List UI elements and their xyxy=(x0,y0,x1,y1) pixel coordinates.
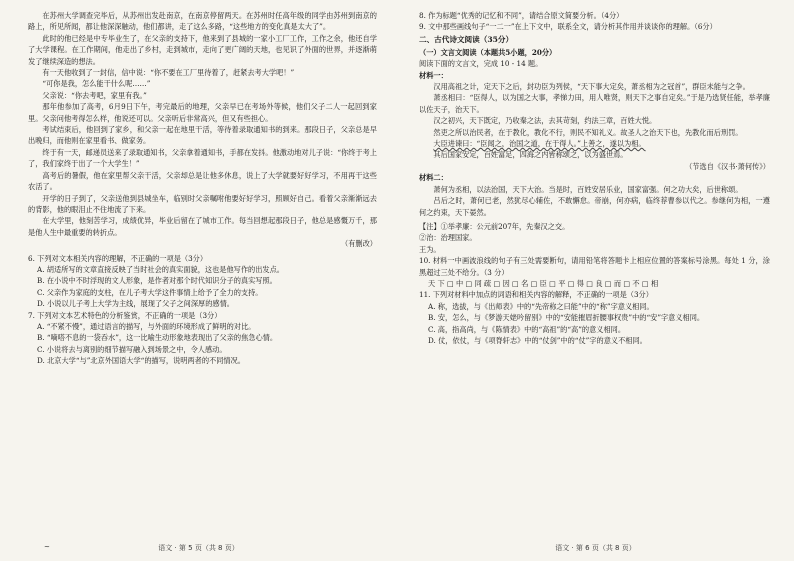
paragraph: 在大学里，他刻苦学习，成绩优异，毕业后留在了城市工作。每当回想起那段日子，他总是感慨万千，那是他人生中最重要的转折点。 xyxy=(28,216,377,237)
question-6-option-d: D. 小说以儿子考上大学为主线，展现了父子之间深厚的感情。 xyxy=(37,299,234,309)
question-11-option-d: D. 仗，依仗，与《项脊轩志》中的“仗剑”中的“仗”字的意义不相同。 xyxy=(428,335,647,345)
page-number: 语文 · 第 6 页（共 8 页） xyxy=(555,544,636,552)
corner-mark: ~ xyxy=(44,543,50,551)
question-7-option-b: B. “嘀嗒不息的一袋吞水”，这一比喻生动形象地表现出了父亲的焦急心情。 xyxy=(37,333,278,343)
material-1-paragraph: 汉用高祖之计，定天下之后，封功臣为列侯，“天下事大定矣，萧丞相为之冠首”，群臣未能与之争。 xyxy=(433,82,750,92)
annotation-note: 【注】①举孝廉：公元前207年，先秦汉之交。 xyxy=(419,221,570,231)
paragraph: “可你是我，怎么能干什么呢……” xyxy=(42,79,151,89)
question-11-option-a: A. 称，选拔，与《出师表》中的“先帝称之曰能”中的“称”字意义相同。 xyxy=(428,301,654,311)
question-6-option-b: B. 在小说中不时浮现的文人形象，是作者对那个时代知识分子的真实写照。 xyxy=(37,276,277,286)
page-footer xyxy=(397,543,794,553)
question-11-stem: 11. 下列对材料中加点的词语和相关内容的解释，不正确的一项是（3分） xyxy=(419,290,653,300)
question-6-stem: 6. 下列对文本相关内容的理解，不正确的一项是（3分） xyxy=(28,253,208,263)
material-1-paragraph: 其后国家安定，百姓富足，四海之内皆称颂之，以为盛世焉。 xyxy=(433,150,628,160)
question-6-option-a: A. 胡适所写的文章直接反映了当时社会的真实面貌，这也是他写作的出发点。 xyxy=(37,264,284,274)
paragraph: 终于有一天，邮递员送来了录取通知书，父亲拿着通知书，手都在发抖。他激动地对儿子说：“你终于考上了，我们家终于出了一个大学生！” xyxy=(28,147,377,169)
paragraph: 此时的他已经是中专毕业生了，在父亲的支持下，他来到了县城的一家小工厂工作，工作之余，他还自学了大学课程。在工作期间，他走出了乡村，走到城市，走向了更广阔的天地，也见识了外面的世界，并逐渐萌发了继续深造的想法。 xyxy=(28,33,377,66)
material-1-source: （节选自《汉书·萧何传》） xyxy=(685,161,770,171)
material-1-paragraph: 然吏之所以治民者，在于教化，教化不行，则民不知礼义。故圣人之治天下也，先教化而后刑罚。 xyxy=(433,127,743,137)
question-7-option-a: A. “不紧不慢”，通过语言的描写，与外面的环境形成了鲜明的对比。 xyxy=(37,321,256,331)
paragraph: 父亲说：“你去考吧，家里有我。” xyxy=(42,90,147,100)
left-column xyxy=(28,10,377,367)
exam-page-right xyxy=(397,0,794,561)
source-note: （有删改） xyxy=(341,239,377,249)
paragraph: 开学的日子到了，父亲送他到县城坐车，临别时父亲嘱咐他要好好学习，照顾好自己。看着父亲渐渐远去的背影，他的眼泪止不住地流了下来。 xyxy=(28,193,377,214)
paragraph: 有一天他收到了一封信，信中说：“你不要在工厂里待着了，赶紧去考大学吧！” xyxy=(42,68,295,78)
annotation-note: ②治：治理国家。 xyxy=(419,233,477,243)
question-11-option-c: C. 高，指高尚，与《陈情表》中的“高祖”的“高”的意义相同。 xyxy=(428,324,626,334)
question-9: 9. 文中那些画线句子“一二一”在上下文中，联系全文，请分析其作用并谈谈你的理解。（6分） xyxy=(419,22,717,32)
question-8: 8. 作为标题“优秀的记忆和不同”，请结合原文简要分析。（4分） xyxy=(419,11,624,20)
question-11-option-b: B. 安，怎么，与《梦游天姥吟留别》中的“安能摧眉折腰事权贵”中的“安”字意义相同。 xyxy=(428,313,705,323)
reading-instruction: 阅读下面的文言文，完成 10 - 14 题。 xyxy=(419,59,543,69)
question-7-option-c: C. 小说将去与离别的细节描写融入到场景之中，令人感动。 xyxy=(37,344,227,354)
question-10-stem: 10. 材料一中画波浪线的句子有三处需要断句，请用铅笔将答题卡上相应位置的答案标号涂黑。每处 1 分，涂黑超过三处不给分。（3 分） xyxy=(419,256,770,277)
question-7-option-d: D. 北京大学“与”北京外国语大学“的描写，说明两者的不同情况。 xyxy=(37,356,245,366)
paragraph: 考试结束后，他回到了家乡，和父亲一起在地里干活，等待着录取通知书的到来。那段日子，父亲总是早出晚归，而他则在家里看书、做家务。 xyxy=(28,125,377,146)
subsection-heading: （一）文言文阅读（本题共5小题，20分） xyxy=(419,47,557,57)
material-2-label: 材料二： xyxy=(419,173,448,183)
question-7-stem: 7. 下列对文本艺术特色的分析鉴赏，不正确的一项是（3分） xyxy=(28,310,222,320)
page-number: 语文 · 第 5 页（共 8 页） xyxy=(158,544,239,552)
question-10-sentence: 天 下 □ 中 □ 同 疏 □ 因 □ 名 □ 臣 □ 平 □ 得 □ 良 □ 而 □ 不 □ 相 xyxy=(428,278,659,288)
annotation-note: 王为。 xyxy=(419,244,441,254)
material-1-paragraph: 萧丞相曰：“臣得人，以为国之大事，孝悌力田，用人唯贤，则天下之事自定矣。”于是乃选贤任能，举孝廉以佐天子，治天下。 xyxy=(419,93,770,114)
material-2-paragraph: 吕后之时，萧何已老，然犹尽心辅佐，不敢懈怠。帝崩，何亦病，临终荐曹参以代之。参继何为相，一遵何之约束，天下晏然。 xyxy=(419,196,770,217)
right-column xyxy=(419,10,770,346)
question-6-option-c: C. 父亲作为家庭的支柱，在儿子考大学这件事情上给予了全力的支持。 xyxy=(37,287,263,297)
paragraph: 高考后的暑假，他在家里帮父亲干活，父亲却总是让他多休息，说上了大学就要好好学习，不用再干这些农活了。 xyxy=(28,170,377,192)
paragraph: 那年他参加了高考，6月9日下午，考完最后的地理，父亲早已在考场外等候，他们父子二人一起回到家里。父亲问他考得怎么样，他说还可以。父亲听后非常高兴，但又有些担心。 xyxy=(28,102,377,123)
section-heading: 二、古代诗文阅读（35分） xyxy=(419,34,514,44)
material-1-wavy-sentence: 大臣进谏曰：“臣闻之，治国之道，在于得人。”上善之，遂以为相。 xyxy=(433,139,646,149)
paragraph: 在苏州大学调查完毕后，从苏州出发赴南京，在南京停留两天。在苏州时任高年级的同学由苏州到南京的路上，所见所闻，都让他深深触动，他们都讲，走了这么多路，“这些地方的变化真是太大了”。 xyxy=(28,11,377,32)
material-1-paragraph: 汉之初兴，天下既定，乃收秦之法，去其苛刻，约法三章，百姓大悦。 xyxy=(433,116,657,126)
page-footer xyxy=(0,543,397,553)
material-1-label: 材料一： xyxy=(419,70,448,80)
material-2-paragraph: 萧何为丞相，以法治国，天下大治。当是时，百姓安居乐业，国家富强。何之功大矣，后世称颂。 xyxy=(433,184,743,194)
